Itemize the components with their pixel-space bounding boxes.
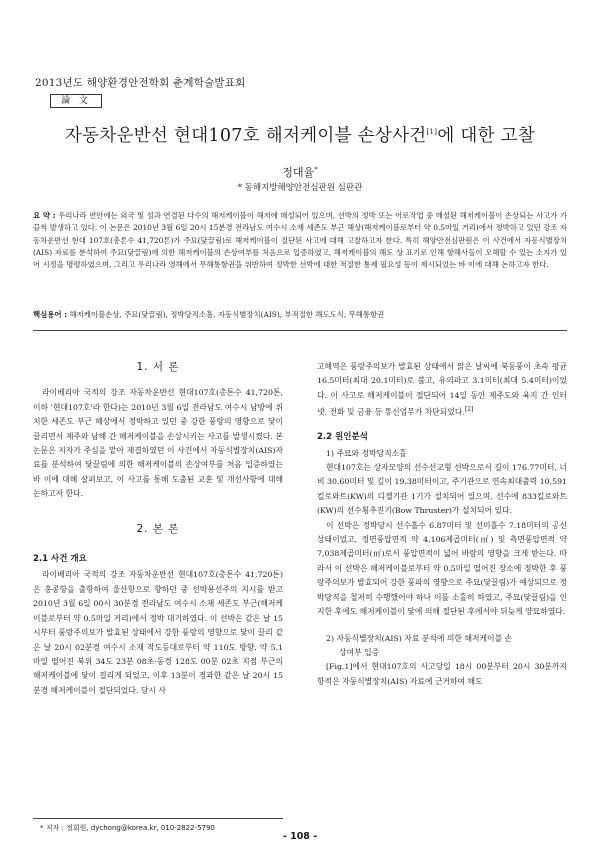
abstract — [33, 210, 567, 271]
keywords — [33, 309, 567, 321]
item-ais-line2: 상여부 입증 — [339, 647, 380, 657]
citation-ref: [2] — [464, 406, 474, 414]
anchor-watch-paragraph: 이 선박은 정박당시 선수흘수 6.87미터 및 선미흘수 7.18미터의 공선상태이었고, 정면풍압면적 약 4,106제곱미터(㎡) 및 측면풍압면적 약 7,038제곱미터(㎡)로서 풍압면적이 넓어 바람의 영향을 크게 받는다. 따라서 이 선박은 해저케이블로부터 약 0.5마일 떨어진 장소에 정박한 후 풍랑주의보가 발효되어 강한 풍파의 영향으로 주묘(닻끌림)가 예상되므로 정박당직을 철저히 수행했어야 하나 이를 소홀히 하였고, 주묘(닻끌림)을 인지한 후에도 해저케이블이 닻에 의해 절단된 후에서야 뒤늦게 양묘하였다. — [317, 520, 567, 617]
abstract-label: 요 약 : — [33, 211, 56, 220]
keywords-text: 해저케이블손상, 주묘(닻끌림), 정박당직소홀, 자동식별장치(AIS), 부적절한 해도도식, 무해통항권 — [69, 310, 385, 319]
item-ais-line1: 2) 자동식별장치(AIS) 자료 분석에 의한 해저케이블 손 — [326, 633, 513, 643]
page-number: - 108 - — [282, 831, 318, 842]
ais-paragraph: [Fig.1]에서 현대107호의 사고당일 18시 00분부터 20시 30분까지 항적은 자동식별장치(AIS) 자료에 근거하여 해도 — [317, 662, 567, 686]
author-name: 정대율 — [282, 166, 315, 179]
affiliation: * 동해지방해양안전심판원 심판관 — [237, 183, 363, 193]
author — [0, 164, 600, 180]
footnote: * 저자 : 정회원, dychong@korea.kr, 010-2822-5790 — [40, 824, 215, 832]
paper-title — [0, 122, 600, 147]
abstract-divider — [33, 330, 567, 331]
right-column — [317, 360, 567, 689]
conference-header: 2013년도 해양환경안전학회 춘계학술발표회 — [35, 77, 246, 89]
continued-paragraph-text: 고해역은 풍랑주의보가 발효된 상태에서 맑은 날씨에 북동풍이 초속 평균 16.5미터(최대 20.1미터)로 불고, 유의파고 3.1미터(최대 5.4미터)이었다. 이 사고로 해저케이블이 절단되어 14일 동안 제주도와 육지 간 인터넷, 전화 및 금융 등 통신업무가 차단되었다. — [317, 362, 567, 417]
title-reference: [1] — [426, 128, 438, 137]
section-heading-body: 2. 본 론 — [136, 522, 180, 535]
item-ais-analysis — [317, 632, 567, 661]
subsection-heading-cause: 2.2 원인분석 — [317, 432, 368, 443]
abstract-text: 우리나라 연안에는 외국 및 섬과 연결된 다수의 해저케이블이 해저에 매설되어 있으며, 선박의 정박 또는 어로작업 중 매설된 해저케이블이 손상되는 사고가 가끔씩 발생하고 있다. 이 논문은 2010년 3월 6일 20시 15분경 전라남도 여수시 소재 세존도 부근 해상(해저케이블로부터 약 0.5마일 거리)에서 정박하고 있던 강조 자동차운반선 현대 107호(총톤수 41,720톤)가 주묘(닻끌림)로 해저케이블이 절단된 사고에 대해 고찰하고자 한다. 특히 해양안전심판원은 이 사건에서 자동식별장치(AIS) 자료를 분석하여 주묘(닻끌림)에 의한 해저케이블의 손상여부를 처음으로 입증하였고, 해저케이블의 해도 상 표기로 인해 항해사들이 오해할 수 있는 소지가 있어 시정을 명령하였으며, 그리고 우리나라 영해에서 무해통항권을 위반하여 정박한 선박에 대한 적절한 통제 필요성 등이 제시되었는 바 이에 대해 논하고자 한다. — [33, 211, 567, 270]
author-mark: * — [314, 165, 318, 174]
subsection-heading-overview: 2.1 사건 개요 — [33, 554, 87, 565]
item-dragging-anchor: 1) 주묘와 정박당직소홀 — [326, 448, 407, 458]
title-suffix: 에 대한 고찰 — [437, 126, 536, 146]
section-heading-intro: 1. 서 론 — [136, 361, 180, 373]
keywords-label: 핵심용어 : — [33, 310, 68, 319]
continued-paragraph — [317, 360, 567, 420]
intro-paragraph: 라이베리아 국적의 강조 자동차운반선 현대107호(총톤수 41,720톤, 이하 '현대107호'라 한다)는 2010년 3월 6일 전라남도 여수시 남방에 위치한 세존도 부근 해상에서 정박하고 있던 중 강한 풍랑의 영향으로 닻이 끌리면서 제주와 남해 간 해저케이블을 손상시키는 사고를 발생시켰다. 본 논문은 지자가 주심을 맡아 재결하였던 이 사건에서 자동식별장치(AIS)자료를 분석하여 닻끌림에 의한 해저케이블의 손상여부를 처음 입증하였는 바 이에 대해 살펴보고, 이 사고를 통해 도출된 교훈 및 개선사항에 대해 논하고자 한다. — [33, 388, 283, 499]
title-main: 자동차운반선 현대107호 해저케이블 손상사건 — [64, 126, 427, 146]
footnote-divider — [33, 818, 283, 819]
ship-spec-paragraph: 현대107호는 상자모양의 선수선교형 선박으로서 길이 176.77미터, 너비 30.60미터 및 깊이 19.38미터이고, 주기관으로 연속최대출력 10,591 킬로와트(KW)의 디젤기관 1기가 설치되어 있으며, 선수에 833킬로와트(KW)의 선수횡추진기(Bow Thruster)가 설치되어 있다. — [317, 463, 567, 516]
overview-paragraph: 라이베리아 국적의 강조 자동차운반선 현대107호(총톤수 41,720톤)은 홍콩항을 출항하여 울산항으로 향하던 중 선박용선주의 지시를 받고 2010년 3월 6일 00시 30분경 전라남도 여수시 소재 세존도 부근(해저케이블로부터 약 0.5마일 거리)에서 정박 대기하였다. 이 선박은 같은 날 15시부터 풍랑주의보가 발효된 상태에서 강한 풍랑의 영향으로 닻이 끌리 같은 날 20시 02분경 여수시 소재 작도등대로부터 약 110도 방향, 약 5.1마일 떨어진 북위 34도 23분 08초·동경 128도 00분 02초 지점 부근의 해저케이블에 닻이 걸리게 되었고, 이후 13분이 경과한 같은 날 20시 15분경 해저케이블이 절단되었다. 당시 사 — [33, 570, 283, 695]
left-column — [33, 360, 283, 698]
paper-type-badge: 論 文 — [50, 94, 102, 108]
